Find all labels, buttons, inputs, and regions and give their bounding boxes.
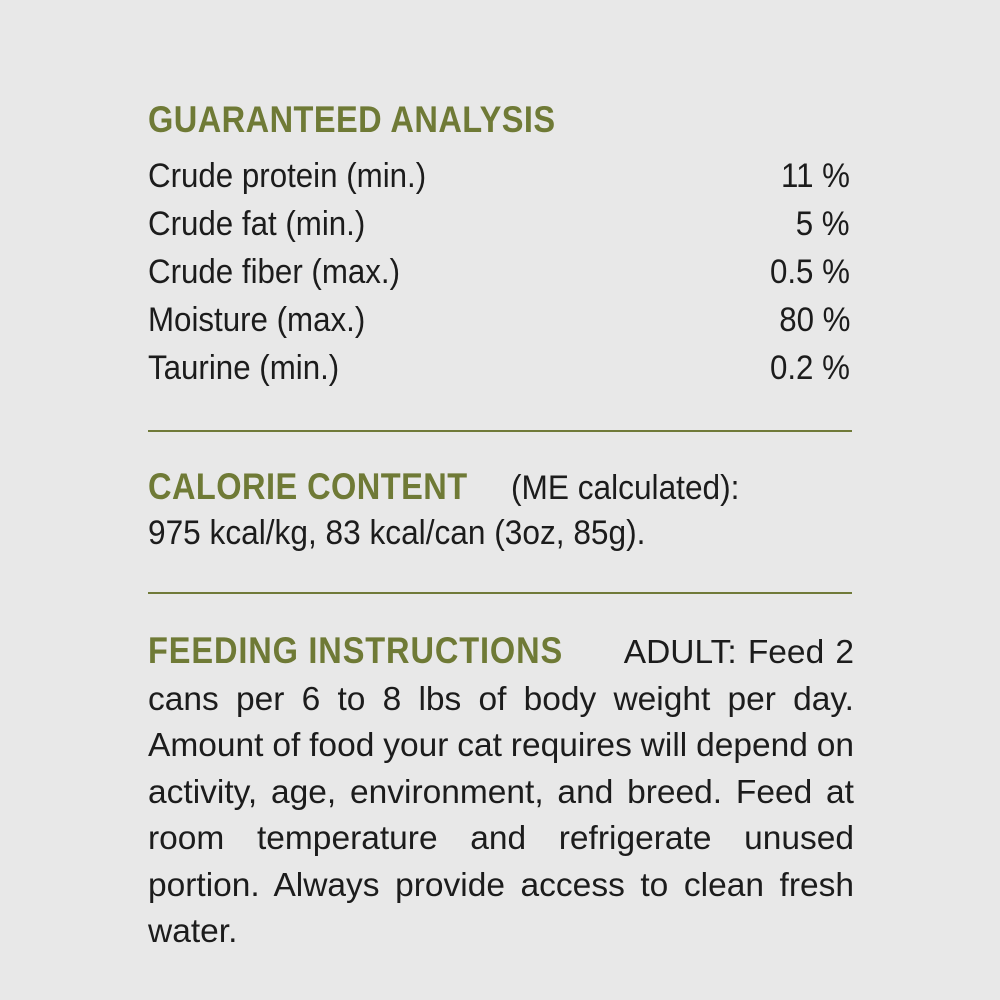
nutrient-value: 0.2 % (770, 349, 850, 387)
calorie-content-heading: CALORIE CONTENT (148, 466, 468, 507)
pet-food-label-panel (148, 0, 852, 1000)
divider-rule-top (148, 430, 852, 432)
nutrient-value: 11 % (781, 157, 850, 195)
table-row (148, 344, 852, 392)
nutrient-name: Crude fat (min.) (148, 205, 366, 243)
nutrient-value: 80 % (778, 301, 850, 339)
table-row (148, 296, 852, 344)
guaranteed-analysis-table (148, 152, 852, 392)
nutrient-value: 5 % (796, 205, 850, 243)
divider-rule-bottom (148, 592, 852, 594)
nutrient-name: Moisture (max.) (148, 301, 366, 339)
feeding-instructions-section (148, 628, 854, 956)
feeding-instructions-paragraph (148, 628, 854, 956)
nutrient-name: Taurine (min.) (148, 349, 340, 387)
calorie-content-heading-suffix: (ME calculated): (511, 469, 740, 507)
feeding-instructions-heading: FEEDING INSTRUCTIONS (148, 630, 564, 671)
feeding-instructions-body: ADULT: Feed 2 cans per 6 to 8 lbs of body weight per day. Amount of food your cat requires will depend on activity, age, environment, and breed. Feed at room temperature and refrigerate unused portion. Always provide access to clean fresh water. (148, 634, 854, 950)
table-row (148, 152, 852, 200)
calorie-content-value: 975 kcal/kg, 83 kcal/can (3oz, 85g). (148, 514, 646, 552)
nutrient-value: 0.5 % (770, 253, 850, 291)
calorie-heading-line (148, 465, 852, 510)
calorie-content-section (148, 465, 852, 556)
table-row (148, 200, 852, 248)
nutrient-name: Crude protein (min.) (148, 157, 427, 195)
nutrient-name: Crude fiber (max.) (148, 253, 401, 291)
guaranteed-analysis-heading: GUARANTEED ANALYSIS (148, 99, 556, 140)
table-row (148, 248, 852, 296)
